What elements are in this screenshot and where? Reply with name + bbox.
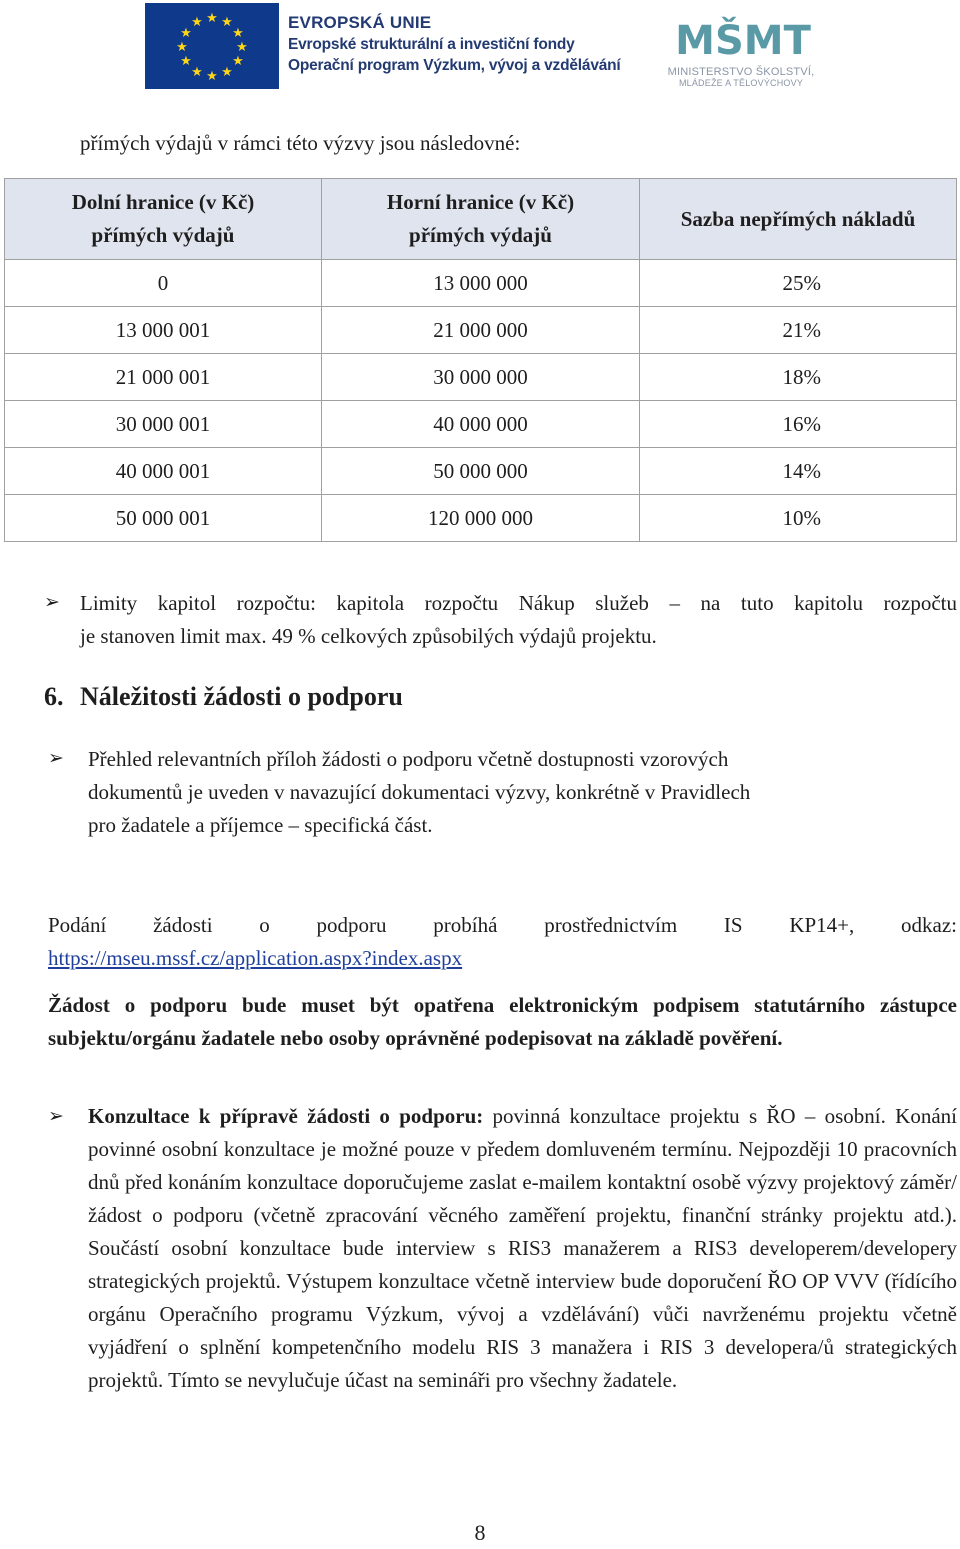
intro-text: přímých výdajů v rámci této výzvy jsou následovné: [80, 131, 521, 155]
svg-text:★: ★ [221, 65, 233, 80]
svg-text:★: ★ [176, 40, 188, 55]
cell-lower: 40 000 001 [5, 448, 322, 495]
cell-lower: 50 000 001 [5, 495, 322, 542]
msmt-logo-line1: MINISTERSTVO ŠKOLSTVÍ, [667, 66, 815, 78]
bullet-arrow-icon: ➢ [44, 591, 60, 613]
cell-upper: 40 000 000 [322, 401, 640, 448]
consultation-bullet [88, 1100, 957, 1397]
eu-flag-icon [145, 3, 279, 89]
table-row [5, 401, 957, 448]
table-row [5, 495, 957, 542]
header-lower-bound-line1: Dolní hranice (v Kč) [71, 190, 255, 214]
svg-text:★: ★ [206, 69, 218, 84]
cell-upper: 50 000 000 [322, 448, 640, 495]
bullet-arrow-icon: ➢ [48, 1105, 64, 1127]
consultation-text: povinná konzultace projektu s ŘO – osobní. Konání povinné osobní konzultace je možné pouze v předem domluveném termínu. Nejpozději 10 pracovních dnů před konáním konzultace doporučujeme zaslat e-mailem kontaktní osobě výzvy projektový záměr/žádost o podporu (včetně zpracování věcného zaměření projektu, finanční stránky projektu atd.). Součástí osobní konzultace bude interview s RIS3 manažerem a RIS3 developerem/developery strategických projektů. Výstupem konzultace včetně interview bude doporučení ŘO OP VVV (řídícího orgánu Operačního programu Výzkum, vývoj a vzdělávání) vůči navrženému projektu včetně vyjádření o splnění kompetenčního modelu RIS 3 manažera i RIS 3 developera/ů strategických projektů. Tímto se nevylučuje účast na semináři pro všechny žadatele. [88, 1104, 957, 1392]
msmt-logo-line2: MLÁDEŽE A TĚLOVÝCHOVY [678, 78, 804, 88]
header-upper-bound [322, 179, 640, 260]
page-number: 8 [474, 1520, 486, 1545]
submission-link[interactable]: https://mseu.mssf.cz/application.aspx?index.aspx [48, 946, 463, 970]
cell-rate: 10% [640, 495, 957, 542]
section-heading [44, 680, 403, 714]
svg-text:★: ★ [191, 15, 203, 30]
table-row [5, 354, 957, 401]
cell-rate: 14% [640, 448, 957, 495]
budget-limits-bullet [80, 587, 957, 653]
header-upper-bound-line2: přímých výdajů [409, 223, 552, 247]
section-number: 6. [44, 682, 64, 711]
cell-rate: 16% [640, 401, 957, 448]
section-title: Náležitosti žádosti o podporu [80, 682, 403, 711]
cell-lower: 21 000 001 [5, 354, 322, 401]
cell-lower: 13 000 001 [5, 307, 322, 354]
header-rate: Sazba nepřímých nákladů [640, 179, 957, 260]
cell-upper: 30 000 000 [322, 354, 640, 401]
budget-limits-line2: je stanoven limit max. 49 % celkových způsobilých výdajů projektu. [80, 624, 657, 648]
table-row [5, 260, 957, 307]
cell-lower: 0 [5, 260, 322, 307]
attachments-line1: Přehled relevantních příloh žádosti o podporu včetně dostupnosti vzorových [88, 747, 729, 771]
svg-text:★: ★ [236, 40, 248, 55]
table-header-row [5, 179, 957, 260]
header-upper-bound-line1: Horní hranice (v Kč) [386, 190, 575, 214]
svg-text:★: ★ [232, 26, 244, 41]
budget-limits-line1: Limity kapitol rozpočtu: kapitola rozpočtu Nákup služeb – na tuto kapitolu rozpočtu [80, 591, 957, 615]
cell-rate: 21% [640, 307, 957, 354]
eu-logo-line3: Operační program Výzkum, vývoj a vzdělávání [288, 57, 621, 74]
signature-note: Žádost o podporu bude muset být opatřena elektronickým podpisem statutárního zástupce subjektu/orgánu žadatele nebo osoby oprávněné podepisovat na základě pověření. [48, 993, 957, 1050]
svg-text:★: ★ [221, 15, 233, 30]
cell-upper: 21 000 000 [322, 307, 640, 354]
submission-text: Podání žádosti o podporu probíhá prostřednictvím IS KP14+, odkaz: [48, 913, 957, 937]
submission-paragraph [48, 909, 957, 975]
cell-rate: 25% [640, 260, 957, 307]
eu-logo-line2: Evropské strukturální a investiční fondy [288, 36, 575, 53]
indirect-cost-rates-table [4, 178, 957, 542]
table-row [5, 448, 957, 495]
svg-text:★: ★ [180, 54, 192, 69]
cell-upper: 13 000 000 [322, 260, 640, 307]
eu-logo-text [288, 12, 621, 76]
msmt-logo-mark-icon [675, 6, 811, 66]
attachments-bullet [88, 743, 908, 842]
table-row [5, 307, 957, 354]
msmt-logo-text [655, 66, 827, 89]
cell-rate: 18% [640, 354, 957, 401]
attachments-line2: dokumentů je uveden v navazující dokumentaci výzvy, konkrétně v Pravidlech [88, 780, 751, 804]
eu-logo-line1: EVROPSKÁ UNIE [288, 13, 432, 32]
cell-lower: 30 000 001 [5, 401, 322, 448]
svg-text:★: ★ [191, 65, 203, 80]
header-lower-bound-line2: přímých výdajů [91, 223, 235, 247]
svg-text:★: ★ [232, 54, 244, 69]
consultation-lead: Konzultace k přípravě žádosti o podporu: [88, 1104, 484, 1128]
cell-upper: 120 000 000 [322, 495, 640, 542]
bullet-arrow-icon: ➢ [48, 747, 64, 769]
svg-text:★: ★ [180, 26, 192, 41]
svg-text:★: ★ [206, 11, 218, 26]
attachments-line3: pro žadatele a příjemce – specifická část. [88, 813, 433, 837]
msmt-logo-letters: MŠMT [675, 18, 811, 64]
header-lower-bound [5, 179, 322, 260]
